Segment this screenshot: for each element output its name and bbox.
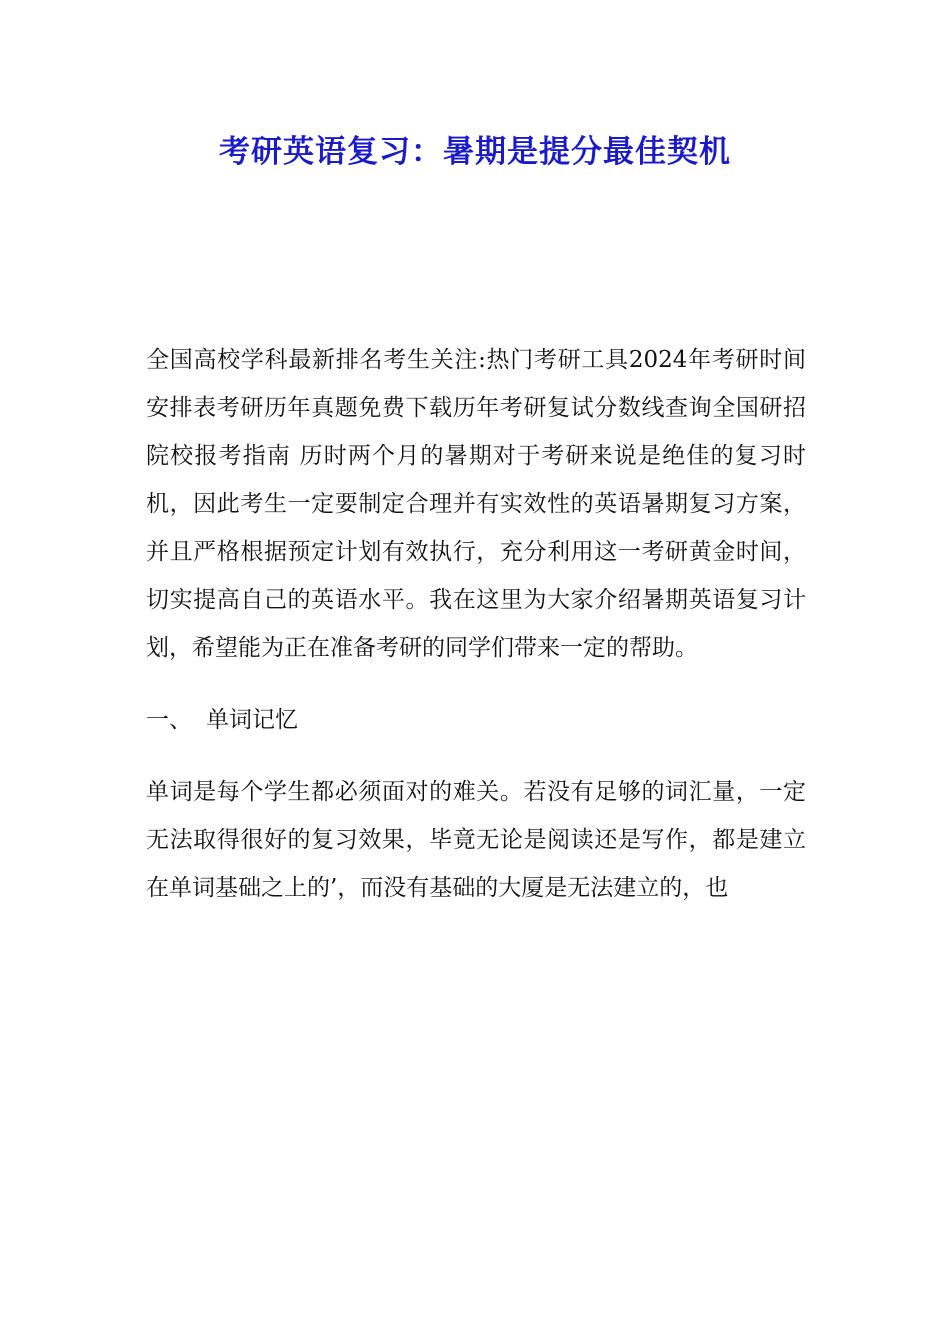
document-body <box>146 336 806 936</box>
section-title: 单词记忆 <box>206 707 298 733</box>
intro-paragraph: 全国高校学科最新排名考生关注:热门考研工具2024年考研时间安排表考研历年真题免费下载历年考研复试分数线查询全国研招院校报考指南 历时两个月的暑期对于考研来说是绝佳的复习时机，因此考生一定要制定合理并有实效性的英语暑期复习方案，并且严格根据预定计划有效执行，充分利用这一考研黄金时间，切实提高自己的英语水平。我在这里为大家介绍暑期英语复习计划，希望能为正在准备考研的同学们带来一定的帮助。 <box>146 347 806 661</box>
document-title: 考研英语复习：暑期是提分最佳契机 <box>219 134 731 170</box>
section-paragraph: 单词是每个学生都必须面对的难关。若没有足够的词汇量，一定无法取得很好的复习效果，毕竟无论是阅读还是写作，都是建立在单词基础之上的’，而没有基础的大厦是无法建立的，也 <box>146 779 806 901</box>
section-heading <box>146 696 806 744</box>
section-number: 一、 <box>146 707 192 733</box>
